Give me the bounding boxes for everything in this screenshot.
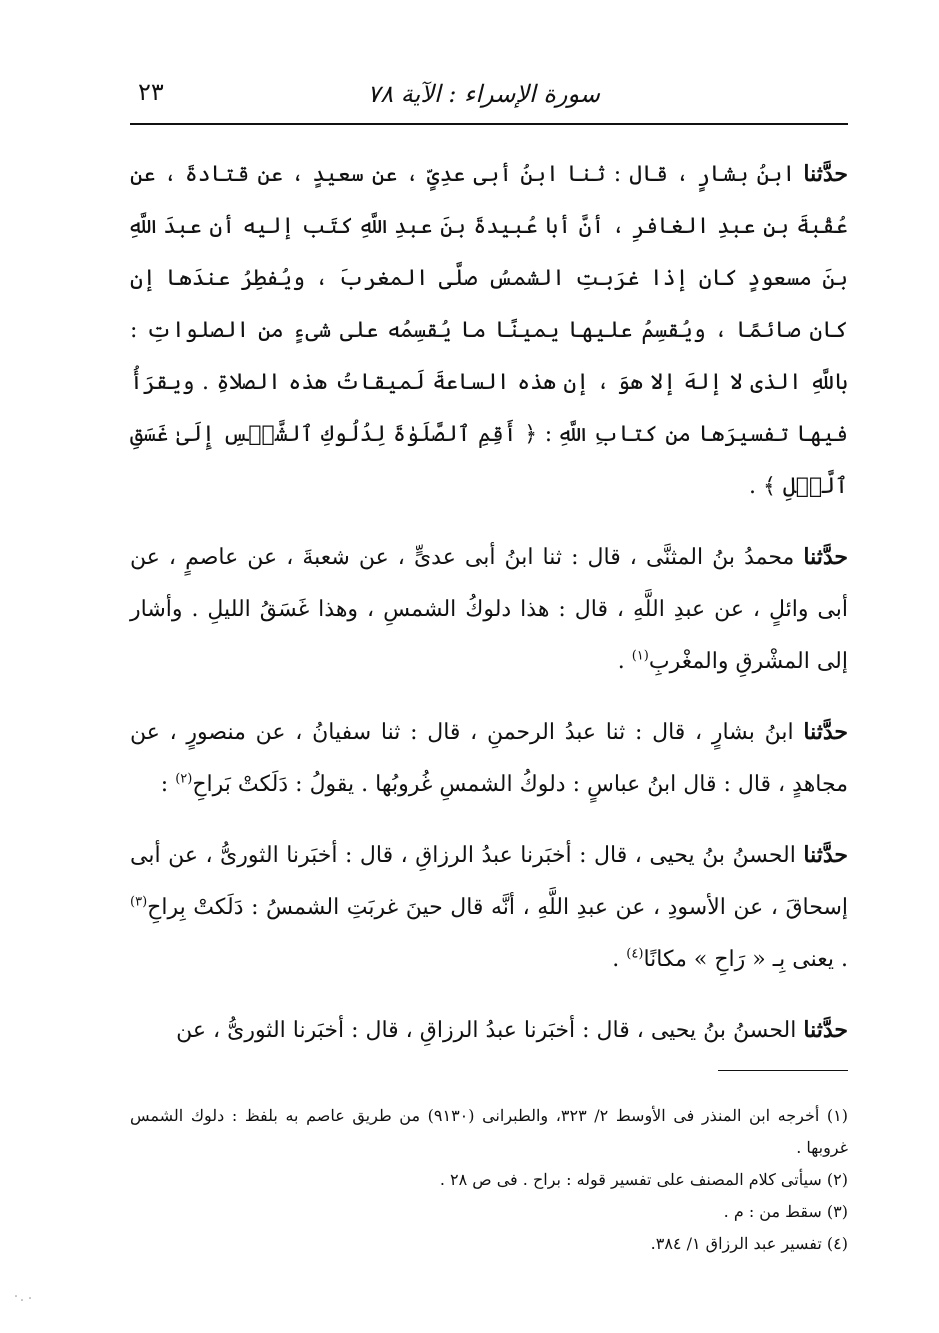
scan-margin-marks [12,1290,42,1310]
main-text [130,148,848,1075]
paragraph-tail: . [617,649,632,674]
page-header [130,70,850,120]
footnote: (٣) سقط من : م . [723,1202,848,1221]
footnote: (٤) تفسير عبد الرزاق ١/ ٣٨٤. [650,1234,848,1253]
paragraph-tail: : [160,772,176,797]
paragraph-text: ابنُ بشارٍ ، قال : ثنا عبدُ الرحمنِ ، قال : ثنا سفيانُ ، عن منصورٍ ، عن مجاهدٍ ، قال : قال ابنُ عباسٍ : دلوكُ الشمسِ غُروبُها . يقولُ : دَلَكتْ بَراحِ [130,720,848,797]
footnote-ref: (٢) [175,771,193,787]
paragraph-lead: حدَّثنا [803,1017,848,1043]
hadith-paragraph [130,706,848,811]
footnote-divider [718,1070,848,1071]
header-divider [130,123,848,125]
footnote-ref: (٣) [130,894,148,910]
paragraph-text: محمدُ بنُ المثنَّى ، قال : ثنا ابنُ أبى عدىٍّ ، عن شعبةَ ، عن عاصمٍ ، عن أبى وائلٍ ، عن عبدِ اللَّهِ ، قال : هذا دلوكُ الشمسِ ، وهذا غَسَقُ الليلِ . وأشار إلى المشْرقِ والمغْربِ [130,545,848,674]
hadith-paragraph [130,148,848,513]
hadith-paragraph [130,829,848,986]
paragraph-lead: حدَّثنا [803,161,848,187]
paragraph-lead: حدَّثنا [803,842,848,868]
paragraph-text: الحسنُ بنُ يحيى ، قال : أخبَرنا عبدُ الرزاقِ ، قال : أخبَرنا الثورىُّ ، عن أبى إسحاقَ ، عن الأسودِ ، عن عبدِ اللَّهِ ، أنَّه قال حينَ غربَتِ الشمسُ : دَلَكتْ بِراحِ [130,843,848,920]
footnote-ref: (١) [631,648,649,664]
footnotes [130,1100,848,1260]
paragraph-tail: . يعنى بِـ « رَاحِ » مكانًا [643,947,848,972]
paragraph-text: ابنُ بشارٍ ، قال : ثنا ابنُ أبى عدِىٍّ ، عن سعيدٍ ، عن قتادةَ ، عن عُقْبةَ بنِ عبدِ الغافرِ ، أنَّ أبا عُبيدةَ بنَ عبدِ اللَّهِ كتَب إليه أن عبدَ اللَّهِ بنَ مسعودٍ كان إذا غرَبتِ الشمسُ صلَّى المغربَ ، ويُفطِرُ عندَها إن كان صائمًا ، ويُقسِمُ عليها يمينًا ما يُقسِمُه على شىءٍ من الصلواتِ : باللَّهِ الذى لا إلهَ إلا هوَ ، إن هذه الساعةَ لَميقاتُ هذه الصلاةِ . ويقرَأُ فيها تفسيرَها من كتابِ اللَّهِ : ﴿ أَقِمِ ٱلصَّلَوٰةَ لِدُلُوكِ ٱلشَّمۡسِ إِلَىٰ غَسَقِ ٱلَّيۡلِ ﴾ . [130,162,848,499]
footnote-ref: (٤) [626,946,644,962]
page-number: ٢٣ [138,78,164,106]
hadith-paragraph [130,531,848,688]
paragraph-tail: . [612,947,627,972]
footnote: (١) أخرجه ابن المنذر فى الأوسط ٢/ ٣٢٣، والطبرانى (٩١٣٠) من طريق عاصم به بلفظ : دلوك الشمس غروبها . [130,1106,848,1157]
paragraph-lead: حدَّثنا [803,719,848,745]
paragraph-lead: حدَّثنا [803,544,848,570]
running-title: سورة الإسراء : الآية ٧٨ [367,80,600,108]
paragraph-text: الحسنُ بنُ يحيى ، قال : أخبَرنا عبدُ الرزاقِ ، قال : أخبَرنا الثورىُّ ، عن [176,1018,804,1043]
footnote: (٢) سيأتى كلام المصنف على تفسير قوله : براح . فى ص ٢٨ . [439,1170,848,1189]
hadith-paragraph [130,1004,848,1057]
